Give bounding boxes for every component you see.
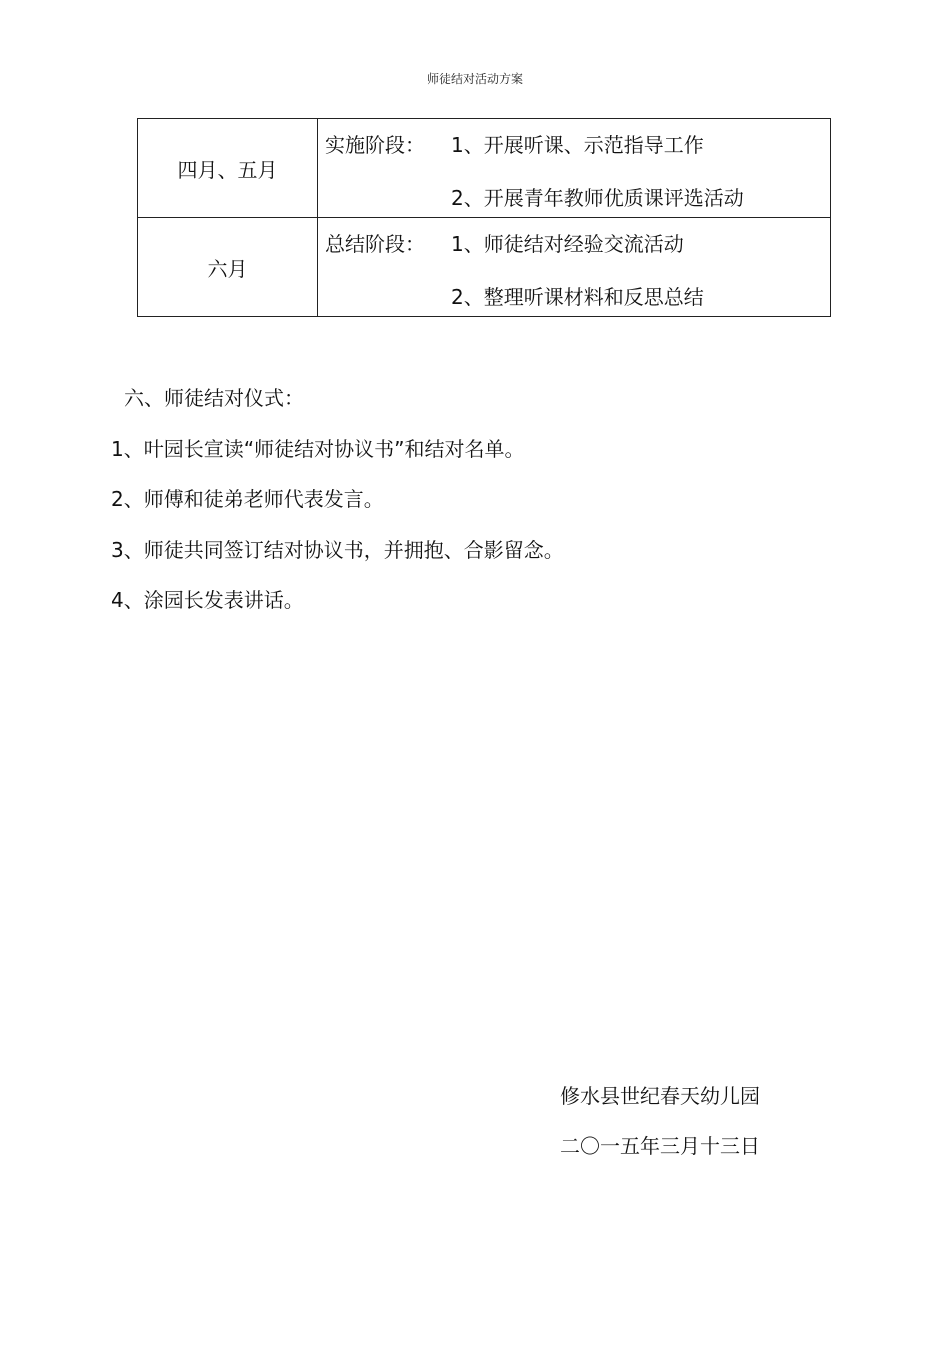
section-title: 六、师徒结对仪式： <box>124 386 304 410</box>
table-row <box>138 119 831 218</box>
ceremony-item: 2、师傅和徒弟老师代表发言。 <box>111 487 384 511</box>
month-cell: 四月、五月 <box>138 119 318 218</box>
ceremony-item: 4、涂园长发表讲话。 <box>111 588 304 612</box>
stage-cell <box>318 218 831 317</box>
page-header: 师徒结对活动方案 <box>426 72 523 86</box>
stage-label: 总结阶段： <box>325 232 425 256</box>
stage-item: 1、开展听课、示范指导工作 <box>451 133 704 157</box>
month-cell: 六月 <box>138 218 318 317</box>
stage-label: 实施阶段： <box>325 133 425 157</box>
stage-item: 2、开展青年教师优质课评选活动 <box>451 186 744 210</box>
schedule-table <box>137 118 831 317</box>
ceremony-item: 1、叶园长宣读“师徒结对协议书”和结对名单。 <box>111 437 525 461</box>
signature-organization: 修水县世纪春天幼儿园 <box>560 1084 760 1108</box>
ceremony-item: 3、师徒共同签订结对协议书，并拥抱、合影留念。 <box>111 538 564 562</box>
stage-cell <box>318 119 831 218</box>
signature-date: 二〇一五年三月十三日 <box>560 1134 760 1158</box>
table-row <box>138 218 831 317</box>
stage-item: 2、整理听课材料和反思总结 <box>451 285 704 309</box>
stage-item: 1、师徒结对经验交流活动 <box>451 232 684 256</box>
